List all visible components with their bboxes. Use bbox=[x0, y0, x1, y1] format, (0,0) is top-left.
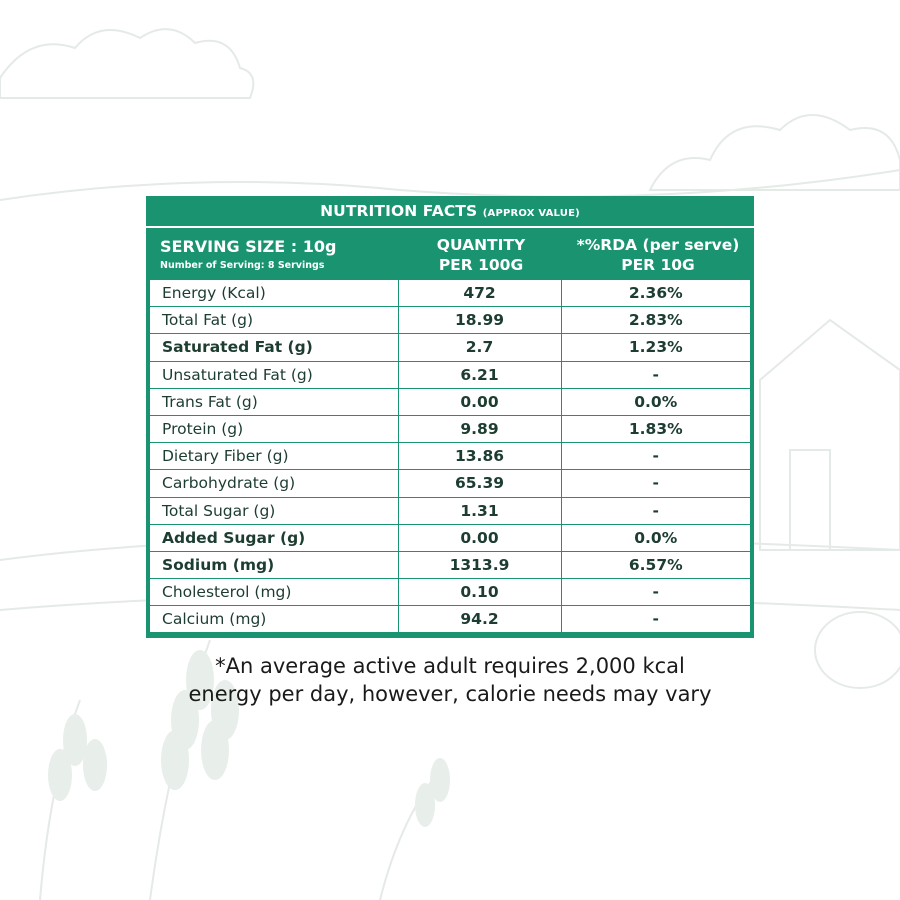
nutrient-rda: 2.36% bbox=[561, 280, 750, 307]
table-bottom-bar bbox=[146, 632, 754, 638]
nutrient-quantity: 2.7 bbox=[398, 334, 561, 361]
table-header bbox=[146, 226, 754, 280]
cloud-right bbox=[650, 115, 900, 190]
table-row bbox=[150, 497, 750, 524]
rda-footnote bbox=[150, 652, 750, 708]
rda-header bbox=[562, 228, 754, 280]
cloud-left bbox=[0, 29, 253, 98]
nutrient-quantity: 472 bbox=[398, 280, 561, 307]
nutrient-rda: - bbox=[561, 361, 750, 388]
nutrient-name: Dietary Fiber (g) bbox=[150, 443, 398, 470]
quantity-header-line2: PER 100G bbox=[438, 256, 524, 274]
nutrient-name: Added Sugar (g) bbox=[150, 524, 398, 551]
table-row bbox=[150, 307, 750, 334]
nutrient-name: Saturated Fat (g) bbox=[150, 334, 398, 361]
nutrient-quantity: 65.39 bbox=[398, 470, 561, 497]
rda-header-line2: PER 10G bbox=[621, 256, 695, 274]
table-row bbox=[150, 443, 750, 470]
nutrient-name: Sodium (mg) bbox=[150, 551, 398, 578]
nutrient-quantity: 0.00 bbox=[398, 388, 561, 415]
number-of-servings: Number of Serving: 8 Servings bbox=[160, 260, 325, 271]
nutrient-quantity: 6.21 bbox=[398, 361, 561, 388]
nutrient-name: Total Sugar (g) bbox=[150, 497, 398, 524]
nutrient-name: Calcium (mg) bbox=[150, 606, 398, 633]
serving-size: SERVING SIZE : 10g bbox=[160, 237, 337, 256]
nutrient-rda: 1.83% bbox=[561, 415, 750, 442]
nutrition-title-bar bbox=[146, 196, 754, 226]
nutrient-rda: 1.23% bbox=[561, 334, 750, 361]
nutrient-rda: - bbox=[561, 497, 750, 524]
nutrient-quantity: 94.2 bbox=[398, 606, 561, 633]
nutrition-table bbox=[150, 280, 750, 632]
nutrient-quantity: 13.86 bbox=[398, 443, 561, 470]
nutrition-facts-panel bbox=[146, 196, 754, 638]
table-row bbox=[150, 470, 750, 497]
table-row bbox=[150, 551, 750, 578]
nutrient-name: Total Fat (g) bbox=[150, 307, 398, 334]
nutrient-rda: - bbox=[561, 470, 750, 497]
nutrient-quantity: 9.89 bbox=[398, 415, 561, 442]
hay-bale bbox=[815, 612, 900, 688]
barn bbox=[760, 320, 900, 550]
nutrient-rda: - bbox=[561, 443, 750, 470]
quantity-header-line1: QUANTITY bbox=[436, 236, 526, 254]
table-row bbox=[150, 579, 750, 606]
nutrient-quantity: 1313.9 bbox=[398, 551, 561, 578]
footnote-line2: energy per day, however, calorie needs may vary bbox=[188, 682, 712, 706]
nutrient-name: Trans Fat (g) bbox=[150, 388, 398, 415]
nutrient-quantity: 0.00 bbox=[398, 524, 561, 551]
nutrient-quantity: 1.31 bbox=[398, 497, 561, 524]
nutrient-rda: 0.0% bbox=[561, 388, 750, 415]
nutrient-rda: 6.57% bbox=[561, 551, 750, 578]
nutrient-rda: - bbox=[652, 610, 659, 629]
rda-header-line1: *%RDA (per serve) bbox=[576, 236, 740, 254]
nutrient-quantity: 18.99 bbox=[398, 307, 561, 334]
table-row bbox=[150, 524, 750, 551]
nutrient-name: Cholesterol (mg) bbox=[150, 579, 398, 606]
nutrient-rda: 0.0% bbox=[561, 524, 750, 551]
table-row bbox=[150, 334, 750, 361]
nutrient-rda: 2.83% bbox=[561, 307, 750, 334]
nutrient-name: Carbohydrate (g) bbox=[150, 470, 398, 497]
nutrient-rda: - bbox=[561, 579, 750, 606]
nutrition-title: NUTRITION FACTS bbox=[320, 202, 478, 220]
table-row bbox=[150, 361, 750, 388]
nutrition-title-sub: (APPROX VALUE) bbox=[482, 208, 580, 219]
nutrient-name: Energy (Kcal) bbox=[150, 280, 398, 307]
table-row bbox=[150, 606, 750, 633]
quantity-header bbox=[400, 228, 562, 280]
nutrient-name: Unsaturated Fat (g) bbox=[150, 361, 398, 388]
table-row bbox=[150, 280, 750, 307]
serving-info bbox=[146, 228, 400, 280]
footnote-line1: *An average active adult requires 2,000 kcal bbox=[215, 654, 685, 678]
nutrient-quantity: 0.10 bbox=[398, 579, 561, 606]
table-row bbox=[150, 415, 750, 442]
nutrient-name: Protein (g) bbox=[150, 415, 398, 442]
table-row bbox=[150, 388, 750, 415]
